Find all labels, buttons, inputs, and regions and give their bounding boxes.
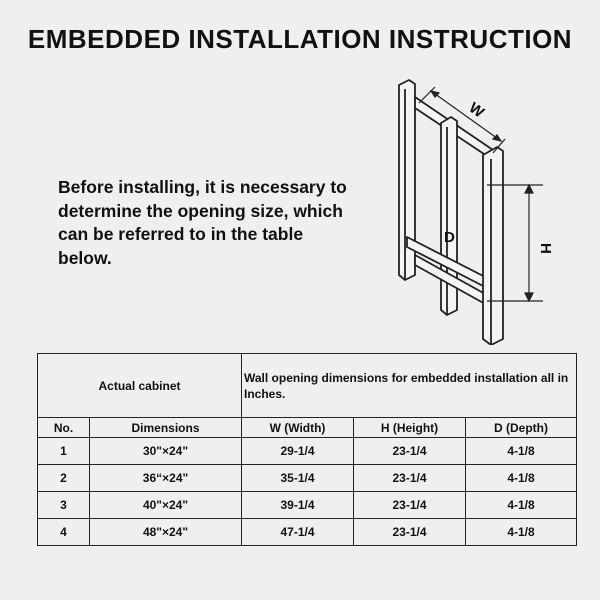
label-d: D [444, 229, 455, 246]
cell-dimensions: 36“×24" [90, 465, 242, 492]
wall-opening-header-text: Wall opening dimensions for embedded installation all in Inches. [244, 371, 569, 401]
col-header-no: No. [38, 418, 90, 438]
cell-depth: 4-1/8 [466, 492, 577, 519]
col-header-width: W (Width) [242, 418, 354, 438]
table-column-header-row [38, 418, 577, 438]
cell-depth: 4-1/8 [466, 465, 577, 492]
cell-depth: 4-1/8 [466, 438, 577, 465]
cell-no: 4 [38, 519, 90, 546]
actual-cabinet-header: Actual cabinet [38, 354, 242, 418]
cell-height: 23-1/4 [354, 519, 466, 546]
table-row [38, 519, 577, 546]
cell-dimensions: 40"×24" [90, 492, 242, 519]
wall-frame-diagram [375, 75, 575, 345]
cell-width: 35-1/4 [242, 465, 354, 492]
cell-height: 23-1/4 [354, 492, 466, 519]
cell-dimensions: 30"×24" [90, 438, 242, 465]
table-group-header-row [38, 354, 577, 418]
cell-depth: 4-1/8 [466, 519, 577, 546]
cell-height: 23-1/4 [354, 465, 466, 492]
col-header-dimensions: Dimensions [90, 418, 242, 438]
label-w: W [465, 99, 488, 122]
page-title: EMBEDDED INSTALLATION INSTRUCTION [27, 24, 573, 54]
table-row [38, 465, 577, 492]
cell-width: 47-1/4 [242, 519, 354, 546]
cell-width: 39-1/4 [242, 492, 354, 519]
intro-text: Before installing, it is necessary to determine the opening size, which can be referred to in the table below. [58, 177, 347, 268]
col-header-height: H (Height) [354, 418, 466, 438]
cell-dimensions: 48"×24" [90, 519, 242, 546]
col-header-depth: D (Depth) [466, 418, 577, 438]
cell-height: 23-1/4 [354, 438, 466, 465]
table-row [38, 438, 577, 465]
dimensions-table [37, 353, 577, 546]
wall-opening-header [242, 354, 577, 418]
cell-no: 3 [38, 492, 90, 519]
table-row [38, 492, 577, 519]
cell-width: 29-1/4 [242, 438, 354, 465]
cell-no: 2 [38, 465, 90, 492]
cell-no: 1 [38, 438, 90, 465]
label-h: H [537, 243, 554, 254]
